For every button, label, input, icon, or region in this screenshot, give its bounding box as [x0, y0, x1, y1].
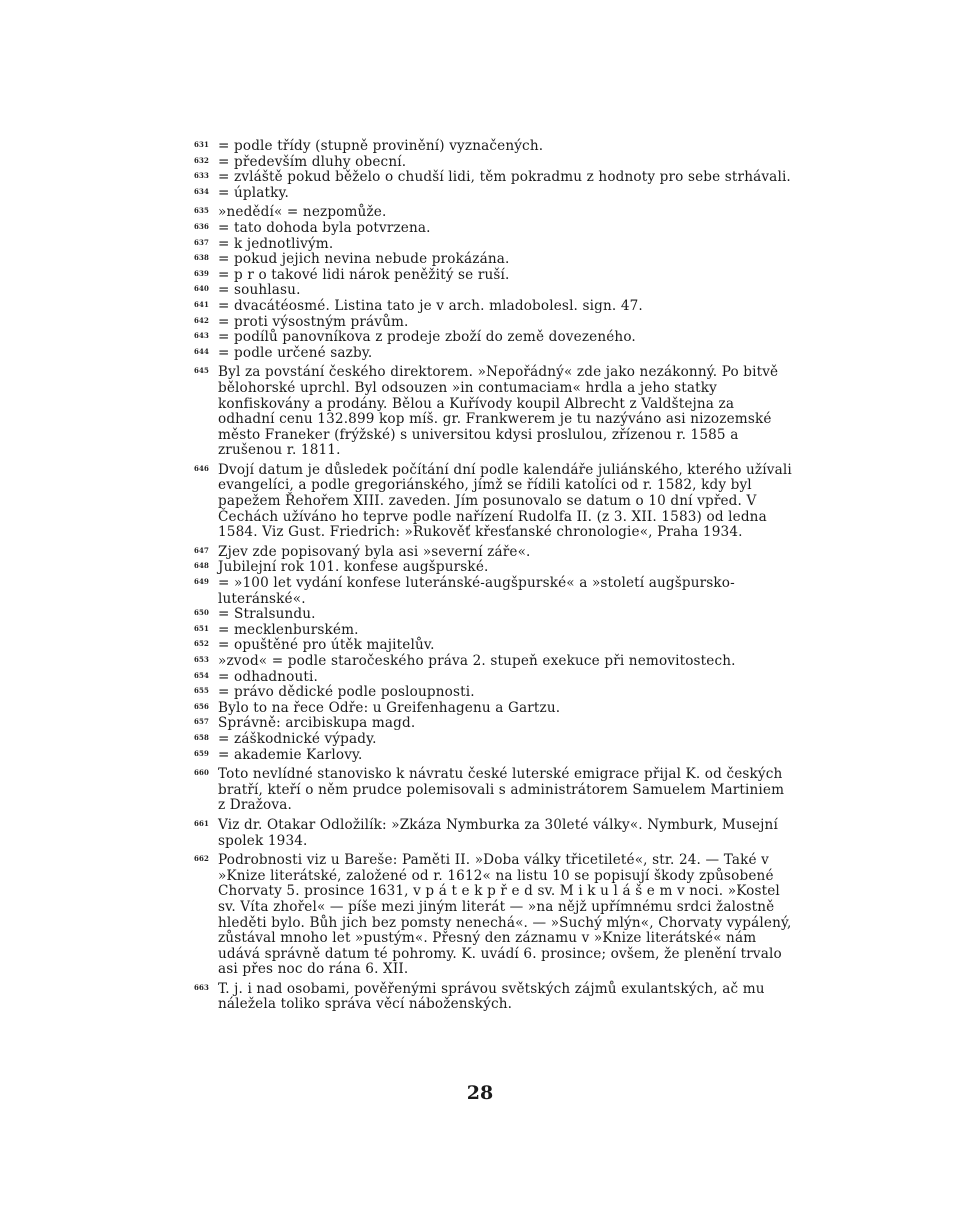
footnote-text: = úplatky.	[218, 184, 290, 201]
footnote-number: 639	[194, 268, 210, 278]
footnote-text: T. j. i nad osobami, pověřenými správou světských zájmů exulantských, ač mu náležela toliko správa věcí náboženských.	[218, 980, 765, 1013]
footnote-item	[194, 237, 794, 253]
footnote-item	[194, 463, 794, 541]
footnote-text: »nedědí« = nezpomůže.	[218, 204, 387, 221]
footnote-number: 654	[194, 670, 210, 680]
footnote-item	[194, 205, 794, 221]
footnote-item	[194, 252, 794, 268]
footnote-text: Zjev zde popisovaný byla asi »severní záře«.	[218, 543, 531, 560]
footnote-text: Toto nevlídné stanovisko k návratu české luterské emigrace přijal K. od českých bratří, kteří o něm prudce polemisovali s administrátorem Samuelem Martiniem z Dražova.	[218, 766, 785, 814]
footnote-text: = »100 let vydání konfese luteránské-augšpurské« a »století augšpursko-luteránské«.	[218, 575, 735, 607]
footnote-item	[194, 670, 794, 686]
page-number: 28	[466, 1082, 494, 1104]
footnote-item	[194, 545, 794, 561]
footnote-number: 663	[194, 982, 210, 992]
footnote-item	[194, 576, 794, 607]
footnote-number: 648	[194, 561, 210, 571]
footnote-item	[194, 638, 794, 654]
footnote-item	[194, 560, 794, 576]
footnote-number: 641	[194, 299, 210, 309]
footnote-number: 655	[194, 686, 210, 696]
footnote-text: = p r o takové lidi nárok peněžitý se ruší.	[218, 266, 510, 283]
footnote-number: 638	[194, 253, 210, 263]
footnote-text: Dvojí datum je důsledek počítání dní podle kalendáře juliánského, kterého užívali evangelíci, a podle gregoriánského, jímž se řídili katolíci od r. 1582, kdy byl papežem Řehořem XIII. zaveden. Jím posunovalo se datum o 10 dní vpřed. V Čechách užíváno ho teprve podle nařízení Rudolfa II. (z 3. XII. 1583) od ledna 1584. Viz Gust. Friedrich: »Rukověť křesťanské chronologie«, Praha 1934.	[218, 461, 792, 541]
footnote-number: 637	[194, 237, 210, 247]
footnote-number: 631	[194, 140, 210, 149]
footnote-number: 649	[194, 577, 210, 587]
footnote-number: 650	[194, 608, 210, 618]
footnote-item	[194, 283, 794, 299]
footnote-text: = tato dohoda byla potvrzena.	[218, 219, 431, 236]
footnote-item	[194, 155, 794, 171]
footnote-item	[194, 767, 794, 814]
footnote-text: Správně: arcibiskupa magd.	[218, 715, 416, 732]
footnote-text: = k jednotlivým.	[218, 235, 334, 252]
footnote-text: = zvláště pokud běželo o chudší lidi, těm pokradmu z hodnoty pro sebe strhávali.	[218, 169, 791, 186]
footnote-text: Viz dr. Otakar Odložilík: »Zkáza Nymburka za 30leté války«. Nymburk, Musejní spolek 1934.	[218, 816, 778, 849]
footnote-text: = mecklenburském.	[218, 621, 359, 638]
footnote-number: 635	[194, 206, 210, 216]
footnote-text: Bylo to na řece Odře: u Greifenhagenu a Gartzu.	[218, 699, 561, 716]
footnote-number: 632	[194, 155, 210, 165]
footnote-number: 647	[194, 545, 210, 555]
footnote-text: Podrobnosti viz u Bareše: Paměti II. »Doba války třicetileté«, str. 24. — Také v »Knize literátské, založené od r. 1612« na listu 10 se popisují škody způsobené Chorvaty 5. prosince 1631, v p á t e k p ř e d sv. M i k u l á š e m v noci. »Kostel sv. Víta zhořel« — píše mezi jiným literát — »na nějž upřímnému srdci žalostně hleděti bylo. Bůh jich bez pomsty nenechá«. — »Suchý mlýn«, Chorvaty vypálený, zůstával mnoho let »pustým«. Přesný den záznamu v »Knize literátské« nám udává správně datum té pohromy. K. uvádí 6. prosince; ovšem, že plenění trvalo asi přes noc do rána 6. XII.	[218, 852, 792, 978]
footnote-item	[194, 654, 794, 670]
footnote-item	[194, 330, 794, 346]
footnote-item	[194, 982, 794, 1013]
footnote-item	[194, 365, 794, 459]
footnote-item	[194, 170, 794, 186]
footnote-number: 643	[194, 331, 210, 341]
footnote-text: = opuštěné pro útěk majitelův.	[218, 637, 435, 654]
footnote-text: = Stralsundu.	[218, 606, 316, 623]
footnote-item	[194, 685, 794, 701]
footnote-text: »zvod« = podle staročeského práva 2. stupeň exekuce při nemovitostech.	[218, 653, 736, 669]
footnote-number: 662	[194, 854, 210, 864]
footnote-text: = podle třídy (stupně provinění) vyznačených.	[218, 138, 544, 154]
footnote-text: = podílů panovníkova z prodeje zboží do země dovezeného.	[218, 329, 636, 346]
footnote-number: 660	[194, 768, 210, 778]
footnote-item	[194, 346, 794, 362]
footnote-number: 656	[194, 701, 210, 711]
footnote-item	[194, 268, 794, 284]
footnote-text: = záškodnické výpady.	[218, 730, 377, 747]
footnote-text: = dvacátéosmé. Listina tato je v arch. mladobolesl. sign. 47.	[218, 297, 643, 314]
footnote-number: 633	[194, 171, 210, 181]
footnote-item	[194, 299, 794, 315]
footnote-item	[194, 732, 794, 748]
footnotes-list	[194, 139, 794, 1013]
footnote-number: 651	[194, 623, 210, 633]
footnote-number: 659	[194, 748, 210, 758]
footnote-number: 657	[194, 717, 210, 727]
footnote-item	[194, 716, 794, 732]
footnote-item	[194, 818, 794, 849]
footnote-text: = souhlasu.	[218, 282, 301, 299]
footnote-number: 640	[194, 284, 210, 294]
footnote-number: 661	[194, 818, 210, 828]
footnote-text: = především dluhy obecní.	[218, 153, 407, 170]
footnote-number: 642	[194, 315, 210, 325]
footnote-text: = proti výsostným právům.	[218, 313, 409, 330]
footnote-item	[194, 186, 794, 202]
footnote-item	[194, 701, 794, 717]
footnote-item	[194, 623, 794, 639]
footnote-item	[194, 221, 794, 237]
footnote-text: = akademie Karlovy.	[218, 746, 363, 763]
footnote-number: 652	[194, 639, 210, 649]
footnote-text: = odhadnouti.	[218, 668, 318, 685]
footnote-number: 653	[194, 655, 210, 664]
footnote-number: 634	[194, 186, 210, 196]
footnote-item	[194, 607, 794, 623]
footnote-number: 658	[194, 732, 210, 742]
footnote-text: = právo dědické podle posloupnosti.	[218, 684, 475, 701]
footnote-item	[194, 139, 794, 155]
footnote-item	[194, 315, 794, 331]
footnote-number: 636	[194, 221, 210, 231]
footnote-text: Jubilejní rok 101. konfese augšpurské.	[218, 559, 489, 576]
footnote-text: = pokud jejich nevina nebude prokázána.	[218, 251, 510, 268]
footnote-number: 644	[194, 346, 210, 356]
footnote-item	[194, 748, 794, 764]
footnote-text: Byl za povstání českého direktorem. »Nepořádný« zde jako nezákonný. Po bitvě bělohorské uprchl. Byl odsouzen »in contumaciam« hrdla a jeho statky konfiskovány a prodány. Bělou a Kuřívody koupil Albrecht z Valdštejna za odhadní cenu 132.899 kop míš. gr. Frankwerem je tu nazýváno asi nizozemské město Franeker (frýžské) s universitou kdysi proslulou, zřízenou r. 1585 a zrušenou r. 1811.	[218, 364, 779, 459]
footnote-item	[194, 853, 794, 978]
footnote-number: 646	[194, 463, 210, 473]
footnote-number: 645	[194, 366, 210, 376]
footnote-text: = podle určené sazby.	[218, 344, 373, 361]
